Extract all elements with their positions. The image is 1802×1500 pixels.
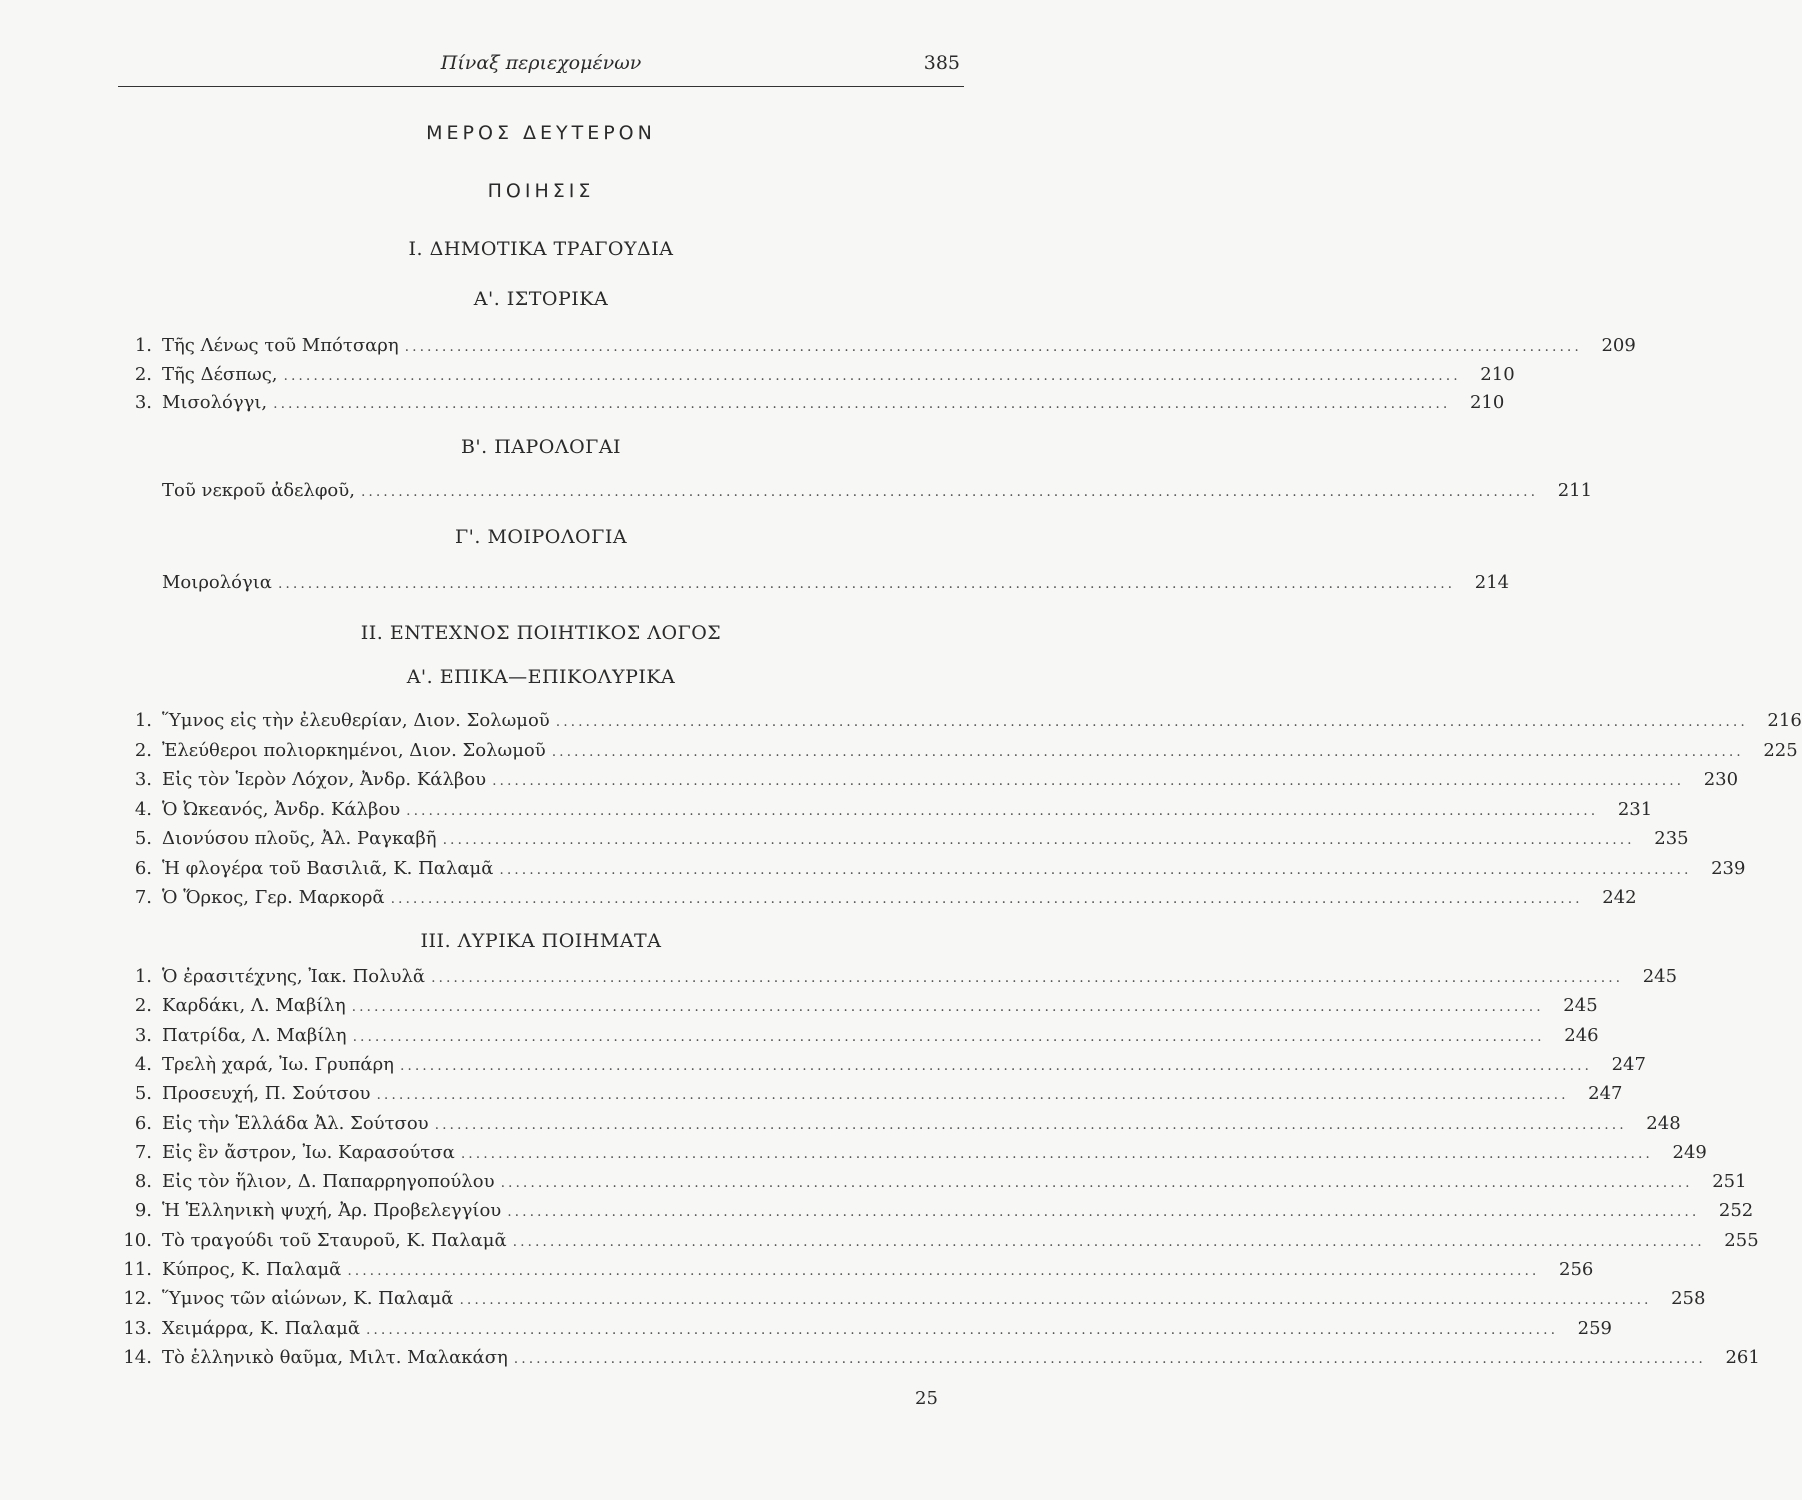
entry-page: 231	[1617, 798, 1653, 820]
dot-leader: ..............................................................................................................................................................	[273, 396, 1451, 412]
toc-entry	[118, 364, 1515, 390]
entry-page: 248	[1646, 1112, 1681, 1134]
dot-leader: ................................................................................................................................................................	[434, 1116, 1627, 1133]
running-title: Πίναξ περιεχομένων	[440, 52, 642, 74]
entry-page: 214	[1474, 572, 1510, 593]
entry-number: 9.	[134, 1200, 152, 1222]
dot-leader: ................................................................................................................................................................	[499, 861, 1692, 878]
signature-mark: 25	[915, 1388, 938, 1409]
entry-title: Μισολόγγι,	[162, 392, 268, 413]
entry-title: Εἰς τὸν ἥλιον, Δ. Παπαρρηγοπούλου	[162, 1171, 495, 1193]
page-header	[118, 52, 964, 87]
dot-leader: ................................................................................................................................................................	[492, 773, 1685, 789]
entry-page: 249	[1672, 1141, 1707, 1163]
part-title: ΜΕΡΟΣ ΔΕΥΤΕΡΟΝ	[426, 122, 656, 144]
entry-page: 258	[1671, 1288, 1706, 1310]
dot-leader: ................................................................................................................................................................	[442, 832, 1635, 848]
entry-page: 242	[1602, 887, 1637, 908]
entry-number: 12.	[123, 1288, 152, 1310]
entry-number: 1.	[134, 710, 152, 731]
entry-page: 211	[1557, 480, 1593, 501]
toc-entry	[118, 739, 1798, 766]
dot-leader: ................................................................................................................................................................	[460, 1145, 1653, 1162]
entry-page: 209	[1601, 335, 1636, 356]
toc-entry	[118, 1259, 1594, 1285]
entry-number: 5.	[134, 828, 152, 849]
dot-leader: ................................................................................................................................................................	[390, 891, 1583, 907]
toc-entry	[118, 710, 1802, 736]
entry-page: 246	[1564, 1024, 1599, 1046]
entry-title: Μοιρολόγια	[162, 572, 272, 593]
entry-number: 8.	[134, 1171, 152, 1193]
dot-leader: ................................................................................................................................................................	[352, 1028, 1545, 1045]
entry-title: Εἰς ἓν ἄστρον, Ἰω. Καρασούτσα	[162, 1141, 455, 1163]
page-number: 385	[923, 52, 960, 74]
entry-page: 251	[1712, 1171, 1747, 1193]
toc-entry	[118, 1317, 1613, 1344]
entry-title: Τοῦ νεκροῦ ἀδελφοῦ,	[162, 480, 355, 501]
part-subtitle: ΠΟΙΗΣΙΣ	[487, 180, 595, 202]
entry-page: 256	[1559, 1259, 1594, 1280]
entry-page: 261	[1725, 1346, 1760, 1368]
toc-entry	[118, 1053, 1646, 1080]
dot-leader: ................................................................................................................................................................	[406, 802, 1599, 819]
toc-entry	[118, 1200, 1754, 1226]
toc-entry	[118, 480, 1593, 506]
dot-leader: ..............................................................................................................................................................	[360, 484, 1539, 500]
toc-entry	[118, 1346, 1760, 1373]
toc-entry	[118, 1083, 1623, 1109]
toc-entry	[118, 572, 1510, 598]
entry-page: 235	[1654, 828, 1689, 849]
entry-title: Τρελὴ χαρά, Ἰω. Γρυπάρη	[162, 1053, 394, 1075]
entry-title: Εἰς τὸν Ἱερὸν Λόχον, Ἀνδρ. Κάλβου	[162, 769, 487, 790]
dot-leader: ................................................................................................................................................................	[351, 999, 1544, 1016]
dot-leader: ................................................................................................................................................................	[376, 1087, 1569, 1104]
dot-leader: ................................................................................................................................................................	[512, 1233, 1705, 1250]
toc-entry	[118, 1112, 1681, 1139]
toc-entry	[118, 1141, 1707, 1168]
entry-title: Προσευχή, Π. Σούτσου	[162, 1083, 371, 1105]
toc-entry	[118, 1024, 1599, 1051]
entry-number: 7.	[134, 887, 152, 908]
dot-leader: ..............................................................................................................................................................	[283, 368, 1461, 384]
subsection-heading: Α'. ΕΠΙΚΑ—ΕΠΙΚΟΛΥΡΙΚΑ	[406, 666, 676, 688]
entry-number: 3.	[134, 392, 152, 413]
entry-number: 10.	[123, 1229, 152, 1251]
entry-number: 4.	[134, 1053, 152, 1075]
entry-number: 2.	[134, 364, 152, 385]
toc-entry	[118, 887, 1637, 913]
toc-entry	[118, 769, 1739, 795]
subsection-heading: Α'. ΙΣΤΟΡΙΚΑ	[473, 288, 609, 310]
toc-entry	[118, 857, 1746, 884]
entry-number: 2.	[134, 739, 152, 761]
entry-number: 2.	[134, 995, 152, 1017]
entry-title: Εἰς τὴν Ἑλλάδα Ἀλ. Σούτσου	[162, 1112, 429, 1134]
dot-leader: ................................................................................................................................................................	[555, 714, 1748, 730]
entry-page: 252	[1718, 1200, 1754, 1222]
subsection-heading: Γ'. ΜΟΙΡΟΛΟΓΙΑ	[454, 526, 628, 548]
entry-number: 5.	[134, 1083, 152, 1105]
entry-number: 6.	[134, 857, 152, 879]
entry-title: Τὸ τραγούδι τοῦ Σταυροῦ, Κ. Παλαμᾶ	[162, 1229, 507, 1251]
entry-number: 3.	[134, 769, 152, 790]
entry-number: 6.	[134, 1112, 152, 1134]
dot-leader: ................................................................................................................................................................	[513, 1350, 1706, 1367]
dot-leader: ................................................................................................................................................................	[365, 1321, 1559, 1338]
entry-page: 245	[1563, 995, 1598, 1017]
entry-title: Πατρίδα, Λ. Μαβίλη	[162, 1024, 347, 1046]
dot-leader: ................................................................................................................................................................	[399, 1057, 1592, 1074]
entry-page: 216	[1767, 710, 1802, 731]
entry-title: Ἡ φλογέρα τοῦ Βασιλιᾶ, Κ. Παλαμᾶ	[162, 857, 494, 879]
section-heading: I. ΔΗΜΟΤΙΚΑ ΤΡΑΓΟΥΔΙΑ	[408, 238, 674, 260]
entry-number: 3.	[134, 1024, 152, 1046]
toc-entry	[118, 798, 1653, 825]
entry-title: Ὕμνος τῶν αἰώνων, Κ. Παλαμᾶ	[162, 1288, 454, 1310]
section-heading: II. ΕΝΤΕΧΝΟΣ ΠΟΙΗΤΙΚΟΣ ΛΟΓΟΣ	[360, 622, 722, 644]
entry-page: 247	[1588, 1083, 1623, 1105]
toc-entry	[118, 966, 1678, 992]
dot-leader: ................................................................................................................................................................	[507, 1204, 1700, 1221]
entry-page: 255	[1724, 1229, 1759, 1251]
subsection-heading: Β'. ΠΑΡΟΛΟΓΑΙ	[460, 436, 622, 458]
toc-entry	[118, 392, 1505, 418]
entry-title: Διονύσου πλοῦς, Ἀλ. Ραγκαβῆ	[162, 828, 437, 849]
entry-number: 7.	[134, 1141, 152, 1163]
entry-title: Χειμάρρα, Κ. Παλαμᾶ	[162, 1317, 360, 1339]
dot-leader: ................................................................................................................................................................	[459, 1292, 1652, 1309]
toc-entry	[118, 1288, 1706, 1314]
entry-page: 225	[1763, 739, 1798, 761]
entry-title: Ἐλεύθεροι πολιορκημένοι, Διον. Σολωμοῦ	[162, 739, 546, 761]
entry-page: 259	[1577, 1317, 1613, 1339]
entry-title: Τῆς Δέσπως,	[162, 364, 278, 385]
entry-page: 245	[1642, 966, 1678, 987]
toc-entry	[118, 828, 1689, 854]
entry-number: 1.	[134, 966, 152, 987]
entry-page: 210	[1469, 392, 1505, 413]
entry-page: 247	[1611, 1053, 1646, 1075]
toc-entry	[118, 1229, 1759, 1256]
entry-title: Ὁ ἐρασιτέχνης, Ἰακ. Πολυλᾶ	[162, 966, 426, 987]
dot-leader: ................................................................................................................................................................	[500, 1175, 1693, 1192]
entry-title: Καρδάκι, Λ. Μαβίλη	[162, 995, 346, 1017]
entry-page: 230	[1703, 769, 1739, 790]
toc-entry	[118, 335, 1636, 361]
entry-number: 4.	[134, 798, 152, 820]
entry-number: 1.	[134, 335, 152, 356]
entry-number: 11.	[123, 1259, 152, 1280]
entry-title: Ὁ Ὅρκος, Γερ. Μαρκορᾶ	[162, 887, 385, 908]
dot-leader: ................................................................................................................................................................	[431, 970, 1624, 986]
dot-leader: ..............................................................................................................................................................	[404, 339, 1582, 355]
dot-leader: ..............................................................................................................................................................	[277, 576, 1456, 592]
dot-leader: ................................................................................................................................................................	[347, 1263, 1540, 1279]
entry-title: Τὸ ἑλληνικὸ θαῦμα, Μιλτ. Μαλακάση	[162, 1346, 508, 1368]
entry-number: 13.	[123, 1317, 152, 1339]
entry-title: Ὕμνος εἰς τὴν ἐλευθερίαν, Διον. Σολωμοῦ	[162, 710, 550, 731]
entry-title: Κύπρος, Κ. Παλαμᾶ	[162, 1259, 342, 1280]
dot-leader: ................................................................................................................................................................	[551, 743, 1744, 760]
entry-number: 14.	[123, 1346, 152, 1368]
section-heading: III. ΛΥΡΙΚΑ ΠΟΙΗΜΑΤΑ	[420, 930, 662, 952]
entry-page: 239	[1711, 857, 1746, 879]
entry-title: Ἡ Ἑλληνικὴ ψυχή, Ἀρ. Προβελεγγίου	[162, 1200, 502, 1222]
entry-title: Τῆς Λένως τοῦ Μπότσαρη	[162, 335, 399, 356]
toc-entry	[118, 1171, 1747, 1197]
entry-page: 210	[1480, 364, 1515, 385]
toc-entry	[118, 995, 1598, 1021]
entry-title: Ὁ Ὠκεανός, Ἀνδρ. Κάλβου	[162, 798, 401, 820]
